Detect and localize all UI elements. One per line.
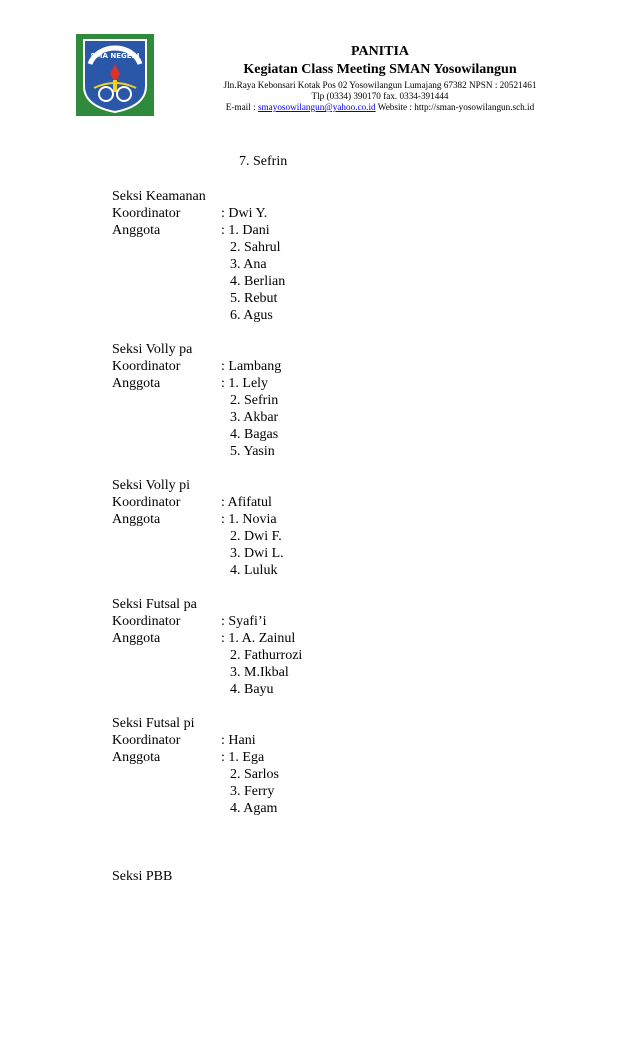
koordinator-label: Koordinator	[112, 359, 181, 374]
member: 6. Agus	[230, 308, 273, 323]
anggota-label: Anggota	[112, 512, 161, 527]
school-logo	[76, 34, 154, 116]
member: 3. M.Ikbal	[230, 665, 289, 680]
header-title: PANITIA	[350, 44, 410, 59]
member: 3. Ferry	[230, 784, 275, 799]
anggota-first: : 1. Ega	[221, 750, 265, 765]
member: 2. Sahrul	[230, 240, 281, 255]
header-contact	[160, 102, 600, 112]
member: 4. Bagas	[230, 427, 279, 442]
anggota-first: : 1. A. Zainul	[221, 631, 296, 646]
section-volly-pi	[112, 477, 592, 579]
koordinator-value: : Syafi’i	[221, 614, 267, 629]
anggota-label: Anggota	[112, 376, 161, 391]
koordinator-label: Koordinator	[112, 733, 181, 748]
member: 4. Agam	[230, 801, 278, 816]
section-futsal-pa	[112, 596, 592, 698]
continued-list-item: 7. Sefrin	[239, 154, 288, 169]
member: 2. Sarlos	[230, 767, 279, 782]
anggota-label: Anggota	[112, 750, 161, 765]
header-phone: Tlp (0334) 390170 fax. 0334-391444	[311, 91, 449, 101]
koordinator-label: Koordinator	[112, 206, 181, 221]
member: 2. Dwi F.	[230, 529, 282, 544]
committee-list	[112, 188, 592, 902]
section-title: Seksi Futsal pa	[112, 597, 197, 612]
section-title: Seksi Keamanan	[112, 189, 206, 204]
member: 2. Sefrin	[230, 393, 279, 408]
anggota-label: Anggota	[112, 223, 161, 238]
member: 2. Fathurrozi	[230, 648, 303, 663]
koordinator-label: Koordinator	[112, 495, 181, 510]
koordinator-value: : Dwi Y.	[221, 206, 268, 221]
koordinator-value: : Afifatul	[221, 495, 272, 510]
koordinator-label: Koordinator	[112, 614, 181, 629]
email-label: E-mail :	[225, 102, 258, 112]
header-subtitle: Kegiatan Class Meeting SMAN Yosowilangun	[243, 62, 517, 77]
section-title: Seksi Volly pi	[112, 478, 191, 493]
member: 3. Ana	[230, 257, 267, 272]
anggota-first: : 1. Lely	[221, 376, 269, 391]
koordinator-value: : Lambang	[221, 359, 282, 374]
koordinator-value: : Hani	[221, 733, 256, 748]
anggota-first: : 1. Dani	[221, 223, 270, 238]
svg-text:SMA NEGERI: SMA NEGERI	[90, 52, 140, 60]
anggota-label: Anggota	[112, 631, 161, 646]
section-keamanan	[112, 188, 592, 324]
member: 4. Bayu	[230, 682, 274, 697]
member: 5. Yasin	[230, 444, 275, 459]
section-futsal-pi	[112, 715, 592, 817]
member: 3. Akbar	[230, 410, 279, 425]
section-title: Seksi Volly pa	[112, 342, 193, 357]
member: 4. Berlian	[230, 274, 286, 289]
member: 3. Dwi L.	[230, 546, 284, 561]
member: 4. Luluk	[230, 563, 278, 578]
section-volly-pa	[112, 341, 592, 460]
anggota-first: : 1. Novia	[221, 512, 277, 527]
section-title: Seksi PBB	[112, 869, 173, 884]
header-address: Jln.Raya Kebonsari Kotak Pos 02 Yosowilangun Lumajang 67382 NPSN : 20521461	[223, 80, 537, 90]
section-pbb	[112, 868, 592, 885]
member: 5. Rebut	[230, 291, 278, 306]
email-link[interactable]: smayosowilangun@yahoo.co.id	[257, 102, 376, 112]
section-title: Seksi Futsal pi	[112, 716, 195, 731]
website-text: Website : http://sman-yosowilangun.sch.id	[375, 102, 535, 112]
